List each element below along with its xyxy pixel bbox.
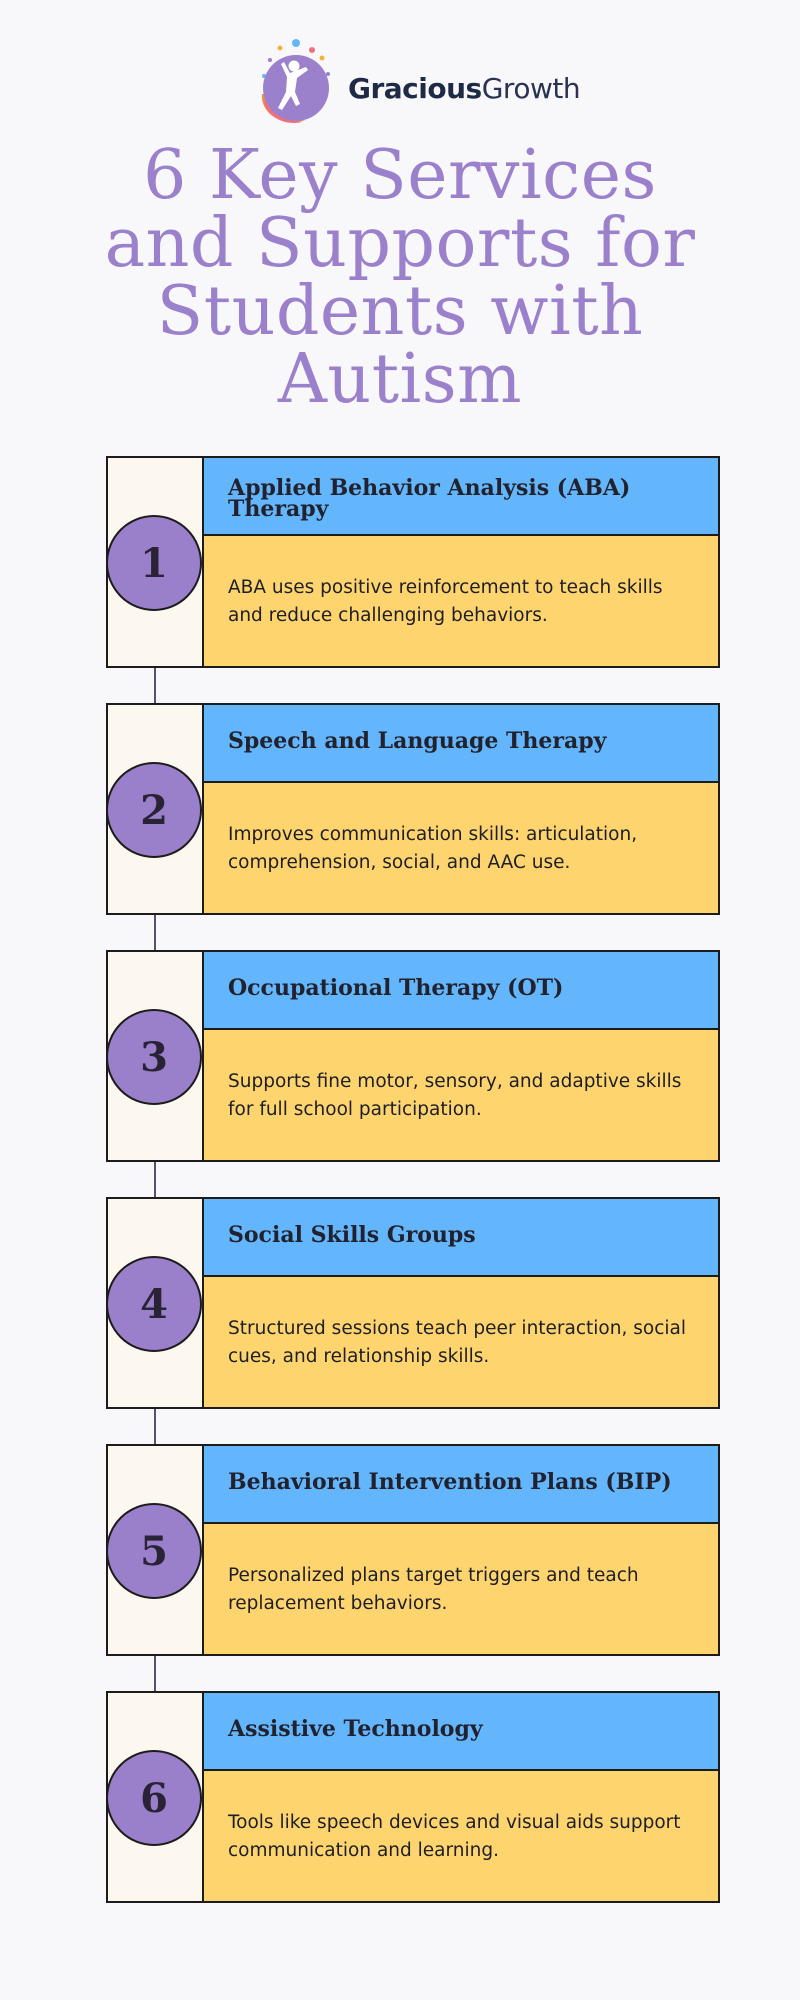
card-header [202, 456, 720, 536]
service-description: Improves communication skills: articulation, comprehension, social, and AAC use. [228, 824, 638, 873]
step-number-badge: 5 [106, 1503, 202, 1599]
card-header [202, 703, 720, 783]
card-body [202, 1522, 720, 1656]
step-number-badge: 1 [106, 515, 202, 611]
title-line: and Supports for [104, 204, 696, 283]
title-line: 6 Key Services [143, 136, 657, 215]
service-title: Applied Behavior Analysis (ABA) Therapy [228, 475, 631, 522]
card-header [202, 1197, 720, 1277]
service-title: Social Skills Groups [228, 1222, 476, 1248]
service-title: Assistive Technology [228, 1716, 483, 1742]
service-title: Occupational Therapy (OT) [228, 975, 564, 1001]
card-body [202, 1028, 720, 1162]
card-body [202, 1769, 720, 1903]
step-number-badge: 6 [106, 1750, 202, 1846]
card-header [202, 1691, 720, 1771]
service-description: Structured sessions teach peer interaction, social cues, and relationship skills. [228, 1318, 686, 1367]
step-number-badge: 4 [106, 1256, 202, 1352]
child-jumping-icon [250, 36, 345, 126]
service-title: Behavioral Intervention Plans (BIP) [228, 1469, 672, 1495]
service-description: Supports fine motor, sensory, and adaptive skills for full school participation. [228, 1071, 682, 1120]
step-number-badge: 2 [106, 762, 202, 858]
service-description: Tools like speech devices and visual aids support communication and learning. [228, 1812, 681, 1861]
step-number-badge: 3 [106, 1009, 202, 1105]
card-body [202, 534, 720, 668]
brand-logo [250, 36, 581, 126]
card-header [202, 1444, 720, 1524]
card-header [202, 950, 720, 1030]
card-body [202, 781, 720, 915]
card-body [202, 1275, 720, 1409]
service-title: Speech and Language Therapy [228, 728, 607, 754]
service-description: Personalized plans target triggers and teach replacement behaviors. [228, 1565, 639, 1614]
page-title [60, 136, 740, 419]
service-description: ABA uses positive reinforcement to teach skills and reduce challenging behaviors. [228, 577, 663, 626]
title-line: Students with [156, 272, 644, 351]
title-line: Autism [277, 340, 523, 419]
brand-name: GraciousGrowth [348, 72, 581, 105]
